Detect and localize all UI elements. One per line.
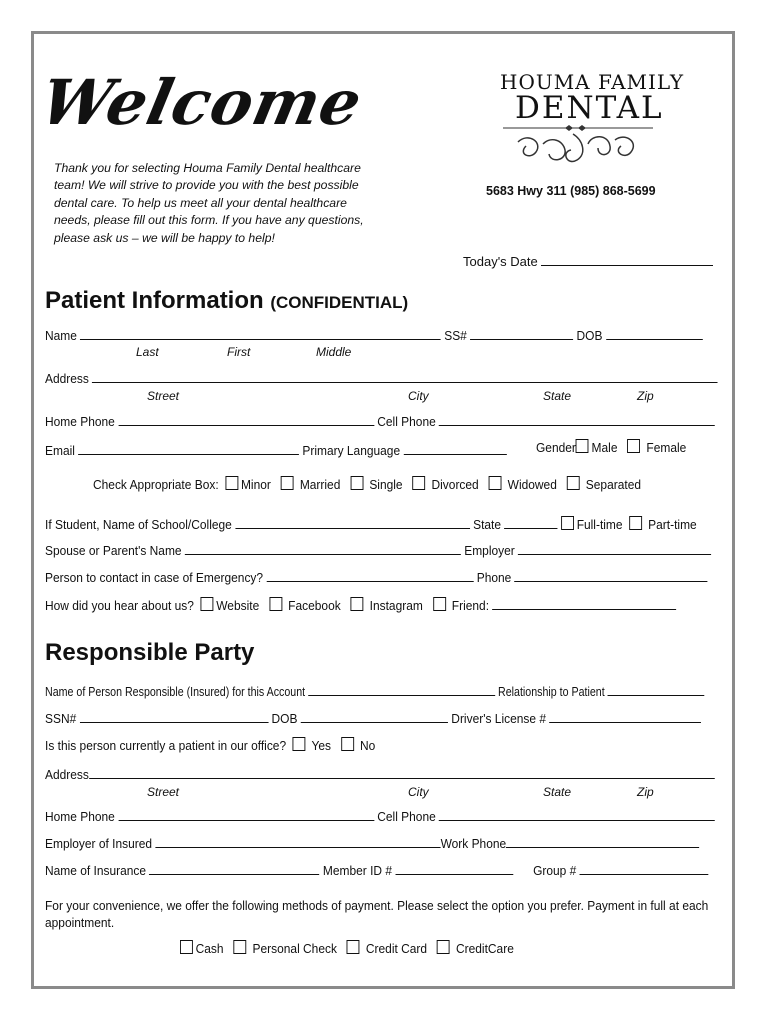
part-time-checkbox[interactable] (629, 516, 642, 530)
current-patient-row[interactable]: Is this person currently a patient in our office? Yes No (45, 738, 376, 753)
separated-checkbox[interactable] (567, 476, 580, 490)
name-field[interactable]: Name SS# DOB (45, 328, 702, 343)
responsible-name-row[interactable]: Name of Person Responsible (Insured) for this Account Relationship to Patient (45, 684, 704, 699)
middle-label: Middle (316, 345, 352, 359)
email-row[interactable]: Email Primary Language (45, 443, 506, 458)
todays-date-field[interactable]: Today's Date (463, 254, 713, 269)
city-label: City (408, 785, 429, 799)
zip-label: Zip (637, 389, 654, 403)
male-checkbox[interactable] (576, 439, 589, 453)
zip-label: Zip (637, 785, 654, 799)
payment-note: For your convenience, we offer the following methods of payment. Please select the option you prefer. Payment in full at each appointment. (45, 898, 709, 930)
instagram-checkbox[interactable] (351, 597, 364, 611)
married-checkbox[interactable] (281, 476, 294, 490)
divorced-checkbox[interactable] (413, 476, 426, 490)
emergency-row[interactable]: Person to contact in case of Emergency? Phone (45, 570, 708, 585)
widowed-checkbox[interactable] (489, 476, 502, 490)
referral-row[interactable]: How did you hear about us? Website Facebook Instagram Friend: (45, 597, 676, 613)
insurance-row[interactable]: Name of Insurance Member ID # Group # (45, 863, 708, 878)
gender-row[interactable]: Gender Male Female (536, 440, 687, 455)
city-label: City (408, 389, 429, 403)
student-row[interactable]: If Student, Name of School/College State Full-time Part-time (45, 517, 697, 532)
cash-checkbox[interactable] (180, 940, 193, 954)
last-label: Last (136, 345, 159, 359)
welcome-heading: Welcome (34, 66, 369, 139)
responsible-phone-row[interactable]: Home Phone Cell Phone (45, 809, 715, 824)
responsible-party-heading: Responsible Party (45, 639, 255, 666)
patient-info-heading: Patient Information (CONFIDENTIAL) (45, 287, 409, 314)
single-checkbox[interactable] (350, 476, 363, 490)
logo-line-2: DENTAL (515, 90, 664, 126)
website-checkbox[interactable] (201, 597, 214, 611)
facebook-checkbox[interactable] (269, 597, 282, 611)
creditcare-checkbox[interactable] (437, 940, 450, 954)
personal-check-checkbox[interactable] (234, 940, 247, 954)
street-label: Street (147, 785, 180, 799)
street-label: Street (147, 389, 180, 403)
payment-options-row[interactable]: Cash Personal Check Credit Card CreditCare (180, 940, 514, 956)
minor-checkbox[interactable] (225, 476, 238, 490)
state-label: State (543, 785, 572, 799)
full-time-checkbox[interactable] (561, 516, 574, 530)
status-row[interactable]: Check Appropriate Box: Minor Married Single Divorced Widowed Separated (93, 477, 642, 492)
friend-checkbox[interactable] (433, 597, 446, 611)
address-field[interactable]: Address (45, 371, 718, 386)
ssn-row[interactable]: SSN# DOB Driver's License # (45, 711, 701, 726)
logo-ornament-icon (503, 124, 653, 174)
yes-checkbox[interactable] (293, 737, 306, 751)
first-label: First (227, 345, 251, 359)
logo-line-1: HOUMA FAMILY (500, 70, 685, 94)
state-label: State (543, 389, 572, 403)
employer-row[interactable]: Employer of Insured Work Phone (45, 836, 699, 851)
phone-row[interactable]: Home Phone Cell Phone (45, 414, 715, 429)
female-checkbox[interactable] (627, 439, 640, 453)
no-checkbox[interactable] (341, 737, 354, 751)
spouse-row[interactable]: Spouse or Parent's Name Employer (45, 543, 711, 558)
intro-text: Thank you for selecting Houma Family Dental healthcare team! We will strive to provide you with the best possible dental care. To help us meet all your dental healthcare needs, please fill out this form. If you have any questions, please ask us – we will be happy to help! (54, 161, 364, 245)
contact-info: 5683 Hwy 311 (985) 868-5699 (486, 184, 656, 198)
credit-card-checkbox[interactable] (347, 940, 360, 954)
responsible-address-field[interactable]: Address (45, 767, 714, 782)
